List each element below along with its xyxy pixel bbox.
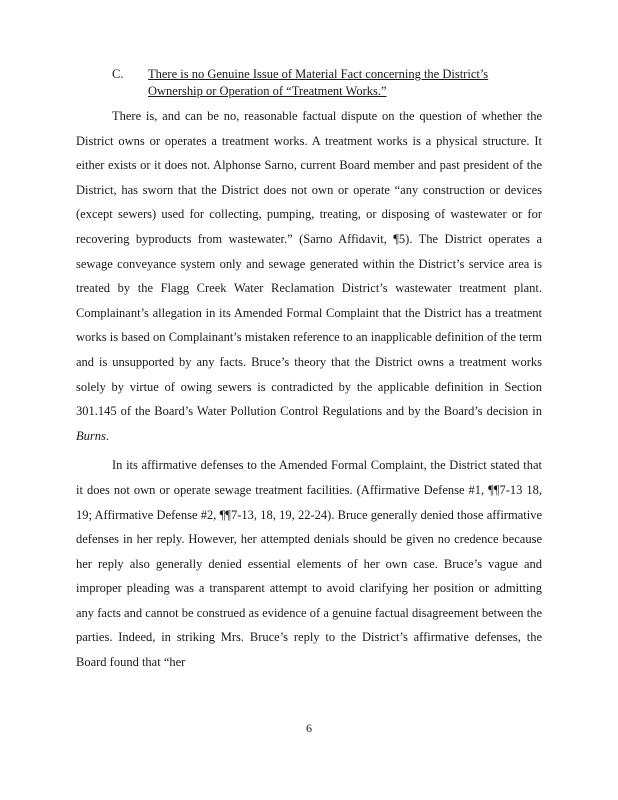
section-letter: C. bbox=[112, 67, 124, 81]
section-title: There is no Genuine Issue of Material Fact concerning the District’s Ownership or Operation of “Treatment Works.” bbox=[148, 67, 489, 98]
case-citation-burns: Burns bbox=[76, 428, 106, 443]
paragraph-1-end: . bbox=[105, 428, 109, 443]
paragraph-2-text: In its affirmative defenses to the Amended Formal Complaint, the District stated that it does not own or operate sewage treatment facilities. (Affirmative Defense #1, ¶¶7-13 18, 19; Affirmative Defense #2, ¶¶7-13, 18, 19, 22-24). Bruce generally denied those affirmative defenses in her reply. However, her attempted denials should be given no credence because her reply also generally denied essential elements of her own case. Bruce’s vague and improper pleading was a transparent attempt to avoid clarifying her position or admitting any facts and cannot be construed as evidence of a genuine factual disagreement between the parties. Indeed, in striking Mrs. Bruce’s reply to the District’s affirmative defenses, the Board found that “her bbox=[76, 458, 542, 670]
paragraph-1 bbox=[76, 104, 542, 448]
page-number: 6 bbox=[306, 721, 312, 735]
paragraph-1-text: There is, and can be no, reasonable factual dispute on the question of whether the District owns or operates a treatment works. A treatment works is a physical structure. It either exists or it does not. Alphonse Sarno, current Board member and past president of the District, has sworn that the District does not own or operate “any construction or devices (except sewers) used for collecting, pumping, treating, or disposing of wastewater or for recovering byproducts from wastewater.” (Sarno Affidavit, ¶5). The District operates a sewage conveyance system only and sewage generated within the District’s service area is treated by the Flagg Creek Water Reclamation District’s wastewater treatment plant. Complainant’s allegation in its Amended Formal Complaint that the District has a treatment works is based on Complainant’s mistaken reference to an inapplicable definition of the term and is unsupported by any facts. Bruce’s theory that the District owns a treatment works solely by virtue of owing sewers is contradicted by the applicable definition in Section 301.145 of the Board’s Water Pollution Control Regulations and by the Board’s decision in bbox=[76, 109, 542, 419]
paragraph-2 bbox=[76, 453, 542, 674]
body-text bbox=[76, 104, 542, 680]
section-heading bbox=[112, 66, 532, 100]
